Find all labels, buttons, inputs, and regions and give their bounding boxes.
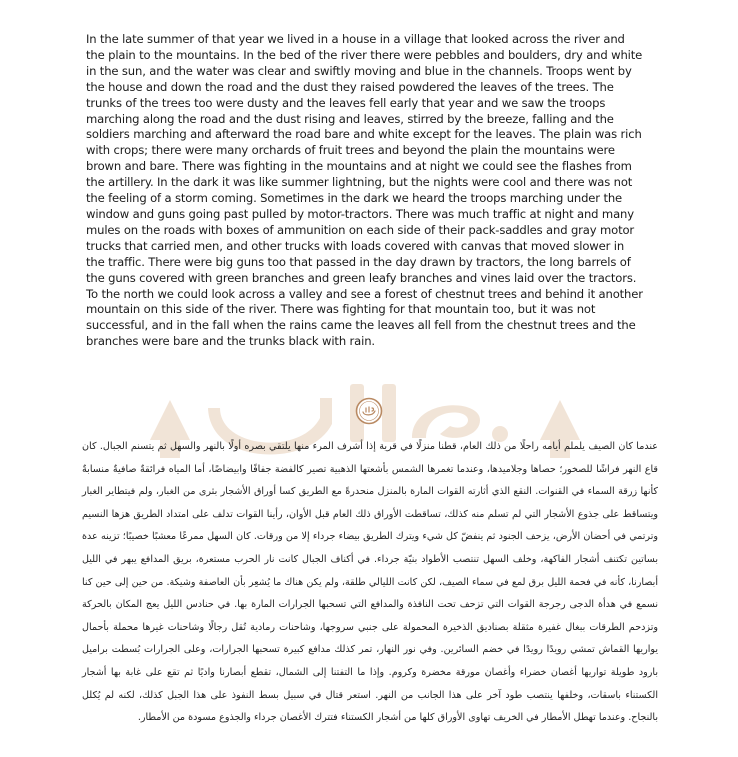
english-passage: In the late summer of that year we lived in a house in a village that looked across the river and the plain to the mountains. In the bed of the river there were pebbles and boulders, dry and white in the sun, and the water was clear and swiftly moving and blue in the channels. Troops went by the house and down the road and the dust they raised powdered the leaves of the trees. The trunks of the trees too were dusty and the leaves fell early that year and we saw the troops marching along the road and the dust rising and leaves, stirred by the breeze, falling and the soldiers marching and afterward the road bare and white except for the leaves. The plain was rich with crops; there were many orchards of fruit trees and beyond the plain the mountains were brown and bare. There was fighting in the mountains and at night we could see the flashes from the artillery. In the dark it was like summer lightning, but the nights were cool and there was not the feeling of a storm coming. Sometimes in the dark we heard the troops marching under the window and guns going past pulled by motor-tractors. There was much traffic at night and many mules on the roads with boxes of ammunition on each side of their pack-saddles and gray motor trucks that carried men, and other trucks with loads covered with canvas that moved slower in the traffic. There were big guns too that passed in the day drawn by tractors, the long barrels of the guns covered with green branches and green leafy branches and vines laid over the tractors. To the north we could look across a valley and see a forest of chestnut trees and behind it another mountain on this side of the river. There was fighting for that mountain too, but it was not successful, and in the fall when the rains came the leaves all fell from the chestnut trees and the branches were bare and the trunks black with rain.: [86, 32, 643, 349]
arabic-passage: عندما كان الصيف يلملم أيامه راحلًا من ذلك العام، قطنا منزلًا في قرية إذا أشرف المرء منها يلتقي بصره أولًا بالنهر والسهل ثم يتسنم الجبال. كان قاع النهر فراشًا للصخور؛ حصاها وجلاميدها، وعندما تغمرها الشمس بأشعتها الذهبية تصير كالفضة جفافًا وابيضاضًا، أما المياه فرائقةٌ صافيةٌ منسابةٌ كأنها زرقة السماء في القنوات. النقع الذي أثارته القوات المارة بالمنزل منحدرةً مع الطريق كسا أوراق الأشجار بثرى من الغبار، ولم فيتطاير الغبار ويتساقط على جذوع الأشجار التي لم تسلم منه كذلك، تساقطت الأوراق ذلك العام قبل الأوان، رأينا القوات تدلف على امتداد الطريق هزها النسيم وترتمي في أحضان الأرض، يزحف الجنود ثم ينفضّ كل شيء ويترك الطريق بيضاء جرداء إلا من ورقات. كان السهل ممرعًا معشبًا خصيبًا؛ تزينه عدة بساتين تكتنف أشجار الفاكهة، وخلف السهل تنتصب الأطواد بنيّة جرداء. في أكناف الجبال كانت نار الحرب مستعرة، بريق المدافع يبهر في الليل أبصارنا، كأنه في فحمة الليل برق لمع في سماء الصيف، لكن كانت الليالي طلقة، ولم يكن هناك ما يُشعِر بأن العاصفة وشيكة. من حين إلى حين كنا نسمع في هدأة الدجى رجرجة القوات التي تزحف تحت النافذة والمدافع التي تسحبها الجرارات المارة بها. في حنادس الليل يعج المكان بالحركة وتزدحم الطرقات ببغال غفيرة مثقلة بصناديق الذخيرة المحمولة على جنبي سروجها، وشاحنات رمادية تُقل رجالًا وشاحنات غيرها محملة بأحمال يواريها القماش تمشي رويدًا رويدًا في خضم السائرين. وفي نور النهار، تمر كذلك مدافع كبيرة تسحبها الجرارات، وعلى الجرارات بُسطت براميل بارود طويلة تواريها أغصان خضراء وأغصان مورقة مخضرة وكروم. وإذا ما التفتنا إلى الشمال، تقطع أبصارنا واديًا ثم تقع على غابة بها أشجار الكستناء باسقات، وخلفها ينتصب طود آخر على هذا الجانب من النهر. استعر قتال في سبيل بسط النفوذ على هذا الجبل كذلك، لكنه لم يُكلل بالنجاح. وعندما تهطل الأمطار في الخريف تهاوى الأوراق كلها من أشجار الكستناء فتترك الأغصان جرداء والجذوع مسودة من الأمطار.: [82, 441, 658, 724]
seal-logo: [355, 397, 383, 425]
watermark-stroke-3: [382, 384, 396, 442]
watermark-stroke-4: [412, 405, 480, 438]
